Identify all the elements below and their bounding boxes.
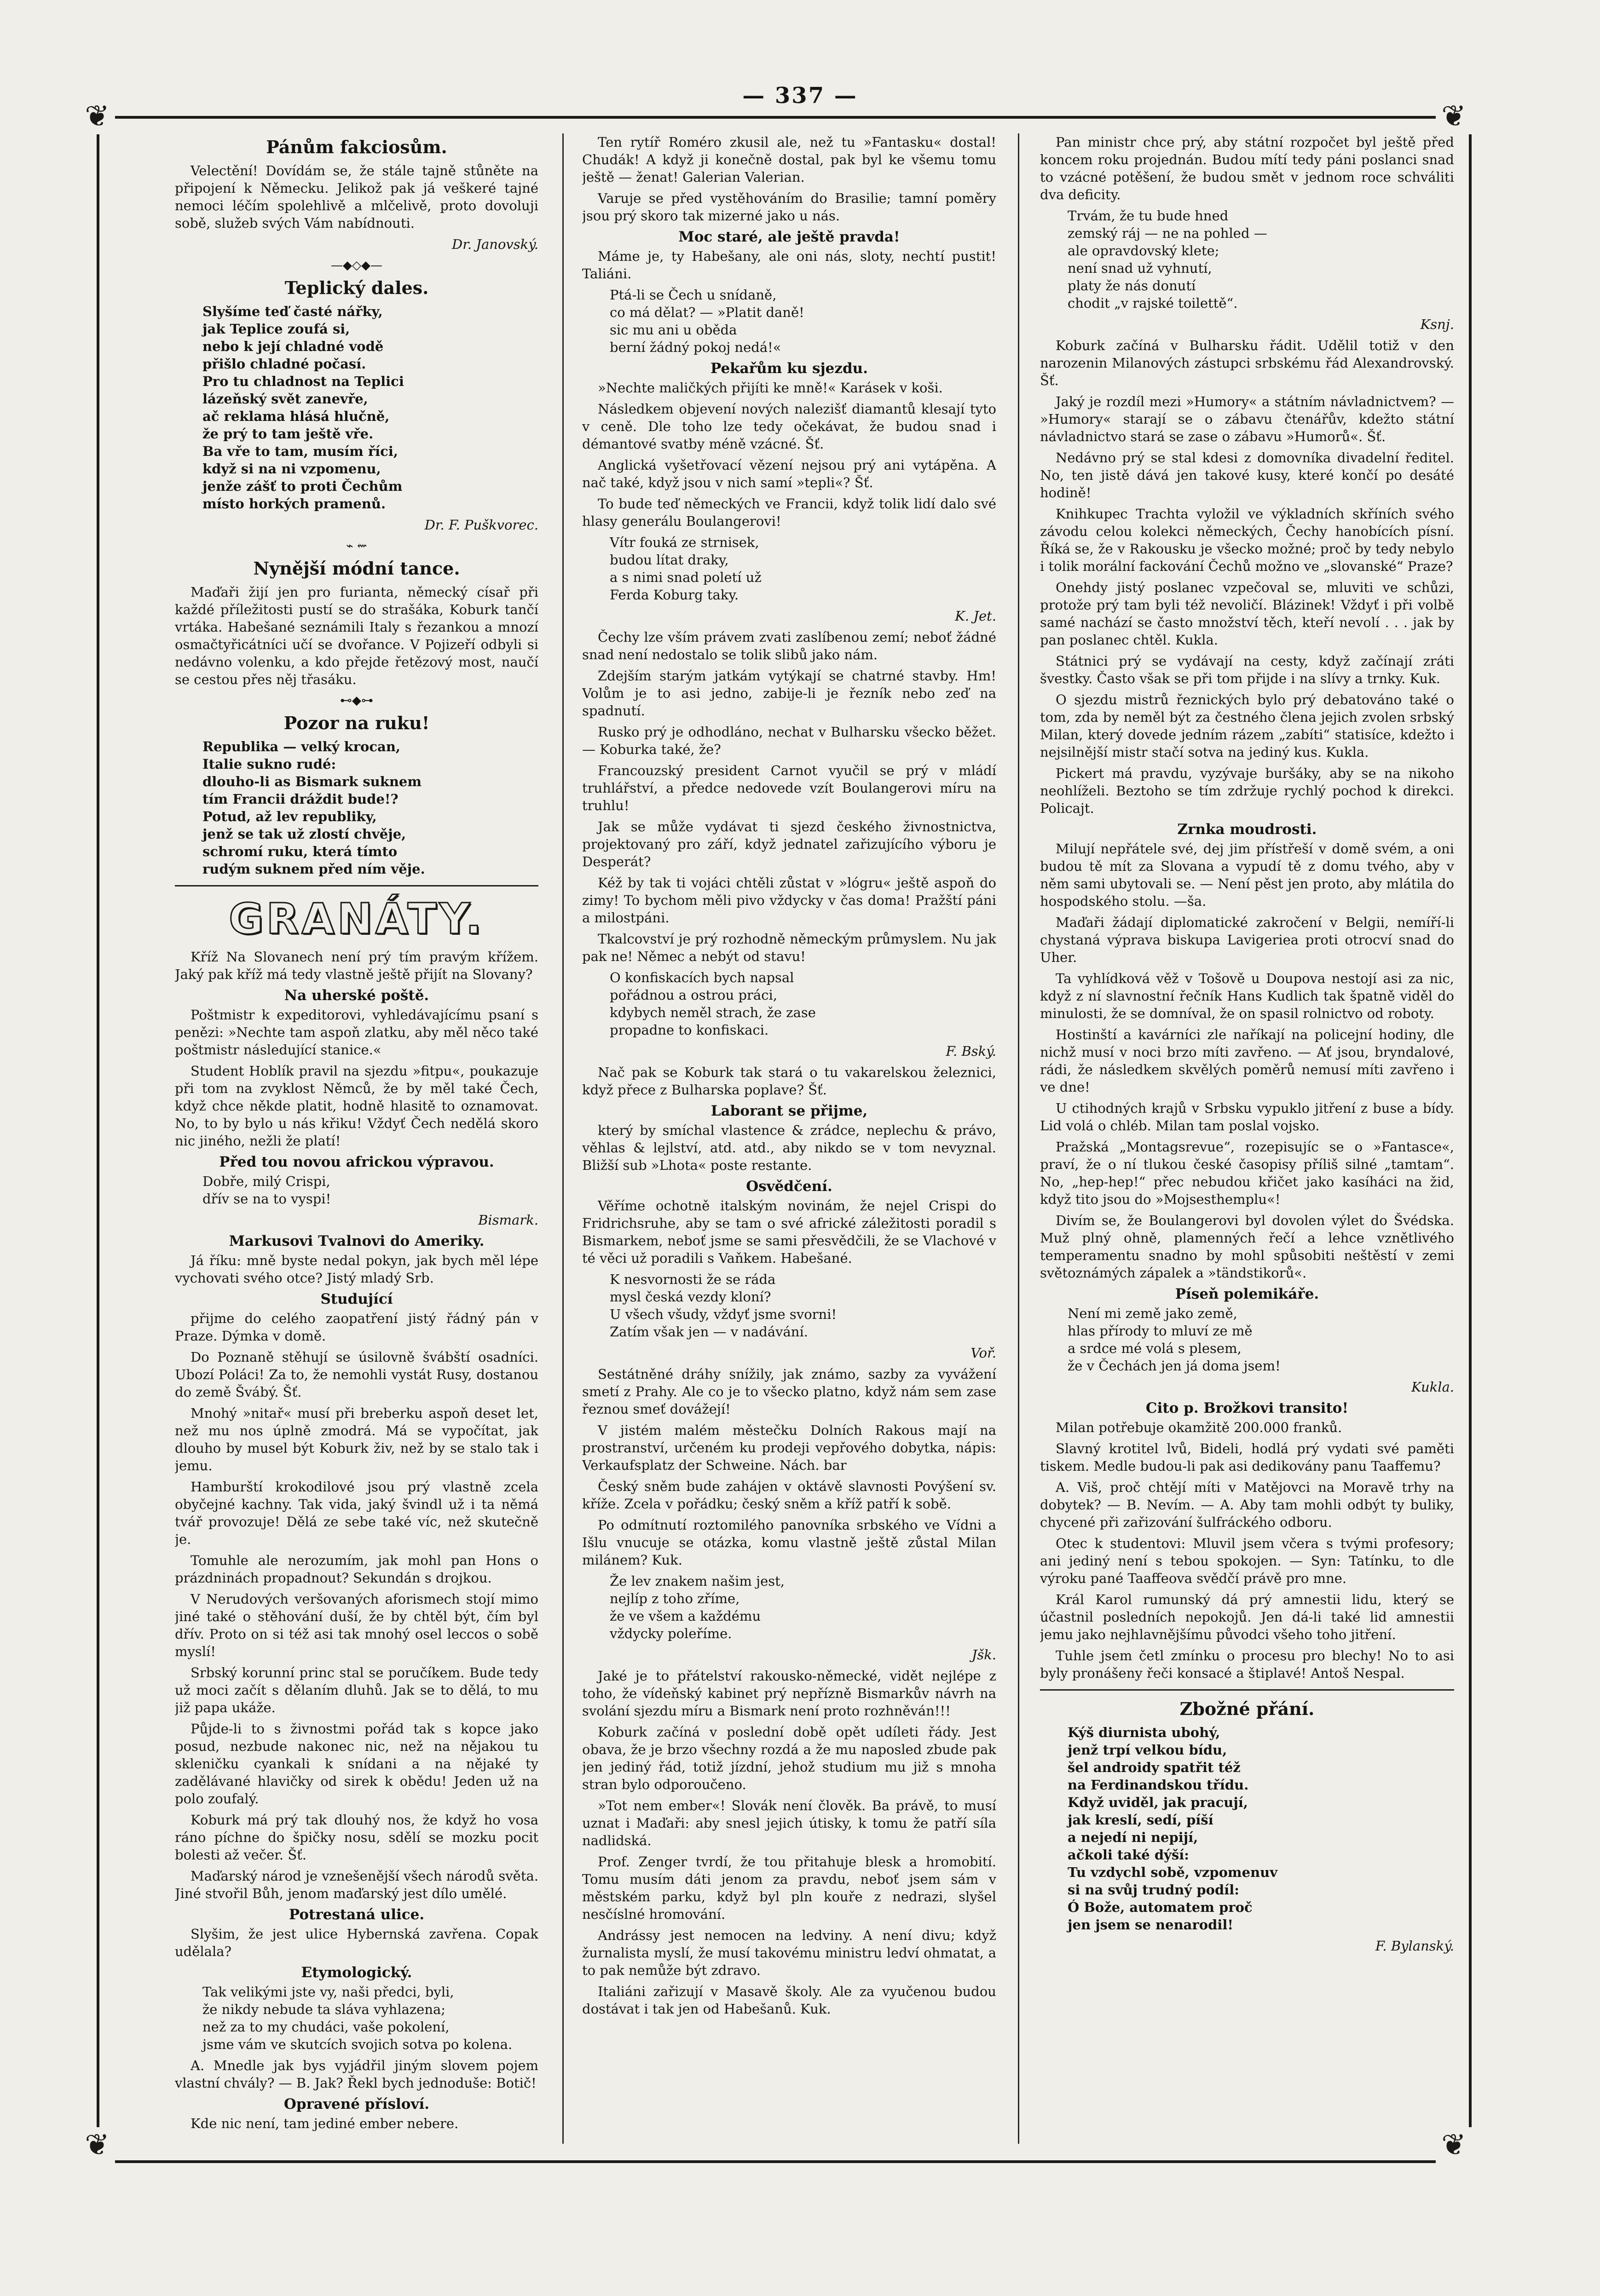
article-subheading: Pekařům ku sjezdu. [710,360,868,377]
article-paragraph: U ctihodných krajů v Srbsku vypuklo jitření z buse a bídy. Lid volá o chléb. Milan tam poslal vojsko. [1040,1100,1454,1134]
article-subheading: Osvědčení. [746,1178,832,1195]
article-paragraph: Já říku: mně byste nedal pokyn, jak bych měl lépe vychovati svého otce? Jistý mladý Srb. [175,1253,538,1286]
article-paragraph: Prof. Zenger tvrdí, že tou přitahuje blesk a hromobití. Tomu musím dáti jenom za pravdu, neboť jsem sám v městském parku, když byl pln kouře z nedrazi, slyšel nesčíslné hromování. [582,1854,996,1922]
article-paragraph: Státnici prý se vydávají na cesty, když začínají zráti švestky. Často však se při tom přijde i na slívy a trnky. Kuk. [1040,653,1454,686]
poem-verse: O konfiskacích bych napsal pořádnou a ostrou práci, kdybych neměl strach, že zase propadne to konfiskaci. [610,970,816,1038]
article-subheading: Před tou novou africkou výpravou. [219,1154,494,1170]
article-paragraph: Srbský korunní princ stal se poručíkem. Bude tedy už moci začít s dělaním dluhů. Jak se to dělá, to mu již papa ukáže. [175,1665,538,1715]
article-paragraph: Slavný krotitel lvů, Bideli, hodlá prý vydati své paměti tiskem. Medle budou-li pak asi dedikovány panu Taaffemu? [1040,1441,1454,1474]
article-paragraph: Pražská „Montagsrevue“, rozepisujíc se o »Fantasce«, praví, že o ní tlukou české časopisy příliš silné „tamtam“. No, „hep-hep!“ přec nebudou křičet jako kasíháci na žid, když tito jsou do »Mojsesthemplu«! [1040,1139,1454,1207]
article-paragraph: Věříme ochotně italským novinám, že nejel Crispi do Fridrichsruhe, aby se tam o své africké záležitosti poradil s Bismarkem, neboť jsme se sami přesvědčili, že se Vlachové v té věci už poradili s Vaňkem. Habešané. [582,1198,996,1266]
article-paragraph: Anglická vyšetřovací vězení nejsou prý ani vytápěna. A nač také, když jsou v nich samí »tepli«? Šť. [582,457,996,490]
article-paragraph: Andrássy jest nemocen na ledviny. A není divu; když žurnalista myslí, že musí takovému ministru ledví ohmatat, a to pak nemůže být zdravo. [582,1928,996,1978]
author-signature: F. Bský. [946,1043,996,1059]
article-paragraph: Koburk má prý tak dlouhý nos, že když ho vosa ráno píchne do špičky nosu, sdělí se mozku pocit bolesti až večer. Šť. [175,1812,538,1863]
article-paragraph: přijme do celého zaopatření jistý řádný pán v Praze. Dýmka v domě. [175,1311,538,1344]
article-paragraph: Mnohý »nitař« musí při breberku aspoň deset let, než mu nos úplně zmodrá. Má se vypočítat, jak dlouho by musel být Koburk živ, než by se stalo tak i jemu. [175,1405,538,1473]
article-paragraph: Onehdy jistý poslanec vzpečoval se, mluviti ve schůzi, protože prý tam byli též nevoličí. Blázinek! Vždyť i při volbě samé nachází se často množství těch, kteří nevolí . . . jak by pan poslanec chtěl. Kukla. [1040,580,1454,648]
article-paragraph: Jak se může vydávat ti sjezd českého živnostnictva, projektovaný pro září, když jednatel zařizujícího výboru je Desperát? [582,819,996,869]
section-rule [175,885,538,886]
article-paragraph: Varuje se před vystěhováním do Brasilie; tamní poměry jsou prý skoro tak mizerné jako u nás. [582,190,996,224]
article-paragraph: Ten rytíř Roméro zkusil ale, než tu »Fantasku« dostal! Chudák! A když ji konečně dostal, pak byl ke všemu tomu ještě — ženat! Galerian Valerian. [582,134,996,185]
poem-verse: Republika — velký krocan, Italie sukno rudé: dlouho-li as Bismark suknem tím Francii dráždit bude!? Potud, až lev republiky, jenž se tak už zlostí chvěje, schromí ruku, která tímto rudým suknem před ním věje. [202,739,425,877]
article-subheading: Opravené přísloví. [283,2096,430,2112]
article-paragraph: Student Hoblík pravil na sjezdu »fitpu«, poukazuje při tom na zvyklost Němců, že by měl také Čech, když chce někde platit, hodně hlasitě to oznamovat. No, to by bylo u nás křiku! Vždyť Čech nedělá skoro nic jiného, nežli že platí! [175,1063,538,1149]
corner-ornament-icon: ❦ [79,98,115,134]
article-paragraph: Tkalcovství je prý rozhodně německým průmyslem. Nu jak pak ne! Němec a nebýt od stavu! [582,931,996,964]
author-signature: Dr. F. Puškvorec. [424,517,538,533]
article-paragraph: Poštmistr k expeditorovi, vyhledávajícímu psaní s penězi: »Nechte tam aspoň zlatku, aby měl něco také poštmistr následující stanice.« [175,1007,538,1058]
article-paragraph: Hamburští krokodilové jsou prý vlastně zcela obyčejné kachny. Tak vida, jaký švindl už i ta němá tvář provozuje! Dělá ze sebe také víc, než skutečně je. [175,1479,538,1547]
article-paragraph: Čechy lze vším právem zvati zaslíbenou zemí; neboť žádné snad není nedostalo se tolik slibů jako nám. [582,629,996,662]
poem-verse: Tak velikými jste vy, naši předci, byli, že nikdy nebude ta sláva vyhlazena; než za to my chudáci, vaše pokolení, jsme vám ve skutcích svojich sotva po kolena. [202,1984,513,2052]
poem-verse: Dobře, milý Crispi, dřív se na to vyspi! [202,1174,331,1207]
article-paragraph: Divím se, že Boulangerovi byl dovolen výlet do Švédska. Muž plný ohně, plamenných řečí a lehce vznětlivého temperamentu snadno by mohl spůsobiti neštěstí v zemi světoznámých zápalek a »tändstikorů«. [1040,1213,1454,1281]
article-paragraph: »Tot nem ember«! Slovák není člověk. Ba právě, to musí uznat i Maďaři: aby snesl jejich útisky, k tomu že patří síla nadlidská. [582,1798,996,1848]
column-left [175,133,538,2148]
article-paragraph: Do Poznaně stěhují se úsilovně švábští osadníci. Ubozí Poláci! Za to, že nemohli vystát Rusy, dostanou do země Švábý. Šť. [175,1349,538,1400]
article-subheading: Píseň polemikáře. [1175,1286,1319,1302]
article-subheading: Cito p. Brožkovi transito! [1145,1400,1349,1416]
author-signature: Jšk. [971,1647,996,1663]
ornamental-divider-icon: —◆◇◆— [331,259,382,272]
corner-ornament-icon: ❦ [1436,2127,1472,2163]
author-signature: Kukla. [1411,1379,1454,1395]
article-paragraph: Milují nepřátele své, dej jim přístřeší v domě svém, a oni budou tě mít za Slovana a vypudí tě z domu tvého, aby v něm sami ubytovali se. — Není pěst jen proto, aby mlátila do hospodského stolu. —ša. [1040,841,1454,909]
article-paragraph: Velectění! Dovídám se, že stále tajně stůněte na připojení k Německu. Jelikož pak já veškeré tajné nemoci léčím spolehlivě a mlčelivě, proto dovoluji sobě, služeb svých Vám nabídnouti. [175,163,538,231]
article-subheading: Potrestaná ulice. [289,1906,425,1923]
article-paragraph: Český sněm bude zahájen v oktávě slavnosti Povýšení sv. kříže. Zcela v pořádku; český sněm a kříž patří k sobě. [582,1479,996,1512]
article-paragraph: Nedávno prý se stal kdesi z domovníka divadelní ředitel. No, ten jistě dává jen takové kusy, které končí po desáté hodině! [1040,450,1454,501]
article-paragraph: O sjezdu mistrů řeznických bylo prý debatováno také o tom, zda by neměl být za čestného člena jejich zvolen srbský Milan, který dovede jedním rázem „zabíti“ statisíce, kdežto i nejsilnější mistr stačí sotva na jediný kus. Kukla. [1040,692,1454,760]
poem-verse: Že lev znakem našim jest, nejlíp z toho zříme, že ve všem a každému vždycky poleříme. [610,1573,785,1641]
article-heading: Pánům fakciosům. [266,137,447,157]
article-subheading: Laborant se přijme, [710,1103,868,1119]
column-divider [1018,133,1019,2144]
article-subheading: Markusovi Tvalnovi do Ameriky. [229,1233,485,1249]
page-number: — 337 — [742,83,858,109]
column-middle [582,133,996,2148]
article-paragraph: Po odmítnutí roztomilého panovníka srbského ve Vídni a Išlu vnucuje se otázka, komu vlastně ještě zůstal Milan milánem? Kuk. [582,1517,996,1568]
article-paragraph: Pickert má pravdu, vyzývaje buršáky, aby se na nikoho neohlíželi. Beztoho se tím zdržuje rychlý pochod k direkci. Policajt. [1040,765,1454,816]
article-heading: Pozor na ruku! [283,713,430,733]
article-paragraph: Maďarský národ je vznešenější všech národů světa. Jiné stvořil Bůh, jenom maďarský jest dílo umělé. [175,1868,538,1901]
author-signature: Dr. Janovský. [451,236,538,252]
poem-verse: Trvám, že tu bude hned zemský ráj — ne na pohled — ale opravdovský klete; není snad už vyhnutí, platy že nás donutí chodit „v rajské toilettě“. [1068,208,1267,311]
poem-verse: Není mi země jako země, hlas přírody to mluví ze mě a srdce mé volá s plesem, že v Čechách jen já doma jsem! [1068,1306,1281,1374]
article-paragraph: Pan ministr chce prý, aby státní rozpočet byl ještě před koncem roku projednán. Budou mítí tedy páni poslanci snad to vzácné potěšení, že budou smět v jednom roce schváliti dva deficity. [1040,134,1454,202]
article-paragraph: Koburk začíná v poslední době opět udíleti řády. Jest obava, že je brzo všechny rozdá a že mu naposled zbude pak jen jediný řád, totiž jízdní, jehož studium mu již s mnoha stran bylo odporoučeno. [582,1724,996,1792]
article-paragraph: Tomuhle ale nerozumím, jak mohl pan Hons o prázdninách propadnout? Sekundán s drojkou. [175,1553,538,1586]
article-paragraph: To bude teď německých ve Francii, když tolik lidí dalo své hlasy generálu Boulangerovi! [582,496,996,529]
column-divider [562,133,564,2144]
article-paragraph: Francouzský president Carnot vyučil se prý v mládí truhlářství, a předce nedovede vzít Boulangerovi míru na truhlu! [582,763,996,813]
article-paragraph: Kéž by tak ti vojáci chtěli zůstat v »lógru« ještě aspoň do zimy! To bychom měli pivo vždycky v čas doma! Pražští páni a milostpáni. [582,875,996,926]
article-paragraph: Italiáni zařizují v Masavě školy. Ale za vyučenou budou dostávat i tak jen od Habešanů. Kuk. [582,1984,996,2017]
article-paragraph: Ta vyhlídková věž v Tošově u Doupova nestojí asi za nic, když z ní slavnostní řečník Hans Kudlich tak špatně viděl do minulosti, že se domníval, že on spasil rolnictvo od roboty. [1040,971,1454,1021]
corner-ornament-icon: ❦ [79,2127,115,2163]
article-paragraph: Knihkupec Trachta vyložil ve výkladních skříních svého závodu celou kolekci německých, Čechy hanobících písní. Říká se, že v Rakousku je všecko možné; proč by tedy nebylo i tolik morální fackování Čechů možno ve „slovanské“ Praze? [1040,506,1454,574]
ornamental-divider-icon: ⊷◆⊶ [340,694,373,708]
author-signature: Voř. [970,1345,996,1361]
article-paragraph: V jistém malém městečku Dolních Rakous mají na prostranství, určeném ku prodeji vepřového dobytka, nápis: Verkaufsplatz der Schweine. Nách. bar [582,1422,996,1473]
article-paragraph: Tuhle jsem četl zmínku o procesu pro blechy! No to asi byly pronášeny řeči konsacé a štiplavé! Antoš Nespal. [1040,1648,1454,1681]
author-signature: Bismark. [478,1212,538,1228]
article-paragraph: A. Mnedle jak bys vyjádřil jiným slovem pojem vlastní chvály? — B. Jak? Řekl bych jednoduše: Botič! [175,2058,538,2091]
article-paragraph: Maďaři žádají diplomatické zakročení v Belgii, nemíří-li chystaná výprava biskupa Lavigeriea proti otrocví snad do Uher. [1040,915,1454,965]
article-subheading: Studující [320,1291,393,1307]
poem-verse: Ptá-li se Čech u snídaně, co má dělat? — »Platit daně! sic mu ani u oběda berní žádný pokoj nedá!« [610,287,804,355]
author-signature: Ksnj. [1420,316,1454,332]
article-subheading: Moc staré, ale ještě pravda! [678,229,900,245]
author-signature: K. Jet. [955,608,996,624]
corner-ornament-icon: ❦ [1436,98,1472,134]
ornamental-divider-icon: ⌁ ⇜ [346,539,367,553]
article-paragraph: Milan potřebuje okamžitě 200.000 franků. [1056,1420,1342,1435]
article-paragraph: Jaké je to přátelství rakousko-německé, vidět nejlépe z toho, že vídeňský kabinet prý nepřízně Bismarkův návrh na svolání sjezdu míru a Bismark není proto rozhněván!!! [582,1668,996,1719]
article-heading: Nynější módní tance. [253,558,460,579]
article-paragraph: Jaký je rozdíl mezi »Humory« a státním návladnictvem? — »Humory« starají se o zábavu čtenářův, kdežto státní návladnictvo stará se zase o zábavu »Humorů«. Šť. [1040,394,1454,444]
column-right [1040,133,1454,2148]
article-paragraph: Hostinští a kavárníci zle naříkají na policejní hodiny, dle nichž musí v noci brzo míti zavřeno. — Ať jsou, bryndalové, rádi, že následkem skvělých poměrů nemusí míti zavřeno i ve dne! [1040,1027,1454,1095]
poem-verse: Kýš diurnista ubohý, jenž trpí velkou bídu, šel androidy spatřit též na Ferdinandskou třídu. Když uviděl, jak pracují, jak kreslí, sedí, píší a nejedí ni nepijí, ačkoli také dýší: Tu vzdychl sobě, vzpomenuv si na svůj trudný podíl: Ó Bože, automatem proč jen jsem se nenarodil! [1068,1725,1278,1933]
author-signature: F. Bylanský. [1375,1938,1454,1954]
article-paragraph: Půjde-li to s živnostmi pořád tak s kopce jako posud, nezbude nakonec nic, než na nějakou tu skleničku cyankali k snídani a na nějaké ty zadělávané hlavičky od sirek k obědu! Jeden už na polo zoufalý. [175,1721,538,1807]
article-subheading: Etymologický. [301,1964,412,1981]
article-paragraph: Sestátněné dráhy snížily, jak známo, sazby za vyvážení smetí z Prahy. Ale co je to všecko platno, když nám sem zase řeznou smeť dovážejí! [582,1366,996,1417]
article-heading: Zbožné přání. [1179,1698,1315,1719]
article-paragraph: Máme je, ty Habešany, ale oni nás, sloty, nechtí pustit! Taliáni. [582,248,996,282]
article-paragraph: »Nechte maličkých přijíti ke mně!« Karásek v koši. [598,380,943,396]
section-rule [1040,1689,1454,1691]
article-paragraph: Koburk začíná v Bulharsku řádit. Udělil totiž v den narozenin Milanových zástupci srbskému řád Alexandrovský. Šť. [1040,338,1454,388]
article-paragraph: V Nerudových veršovaných aforismech stojí mimo jiné také o stěhování duší, že by chtěl být, čím byl dřív. Proto on si též asi tak mnohý osel leccos o sobě myslí! [175,1591,538,1659]
article-paragraph: Kde nic není, tam jediné ember nebere. [191,2116,459,2131]
article-paragraph: Maďaři žijí jen pro furianta, německý císař při každé příležitosti pustí se do strašáka, Koburk tančí vrtáka. Habešané seznámili Italy s řezankou a mnozí osmačtyřicátníci učí se dvořance. V Pojizeří odbyli si nedávno volenku, a kdo přejde řetězový most, naučí se cestou přes něj třasáku. [175,584,538,687]
article-paragraph: Slyšim, že jest ulice Hybernská zavřena. Copak udělala? [175,1926,538,1959]
article-paragraph: Rusko prý je odhodláno, nechat v Bulharsku všecko běžet. — Koburka také, že? [582,724,996,757]
article-paragraph: Král Karol rumunský dá prý amnestii lidu, který se účastnil posledních nepokojů. Jen dá-li také lid amnestii jemu jako nejhlavnějšímu původci všeho toho jitření. [1040,1592,1454,1642]
article-paragraph: který by smíchal vlastence & zrádce, neplechu & právo, věhlas & lejlství, atd. atd., aby nikdo se v tom nevyznal. Bližší sub »Lhota« poste restante. [582,1122,996,1173]
article-paragraph: Otec k studentovi: Mluvil jsem včera s tvými profesory; ani jediný není s tebou spokojen. — Syn: Tatínku, to dle výroku pané Taaffeova svědčí právě pro mne. [1040,1536,1454,1586]
poem-verse: Slyšíme teď časté nářky, jak Teplice zoufá si, nebo k její chladné vodě přišlo chladné počasí. Pro tu chladnost na Teplici lázeňský svět zanevře, ač reklama hlásá hlučně, že prý to tam ještě vře. Ba vře to tam, musím říci, když si na ni vzpomenu, jenže zášť to proti Čechům místo horkých pramenů. [202,304,404,512]
article-paragraph: A. Viš, proč chtějí míti v Matějovci na Moravě trhy na dobytek? — B. Nevím. — A. Aby tam mohli odbýt ty buliky, chycené při zařizování šulfráckého odboru. [1040,1479,1454,1530]
article-paragraph: Zdejším starým jatkám vytýkají se chatrné stavby. Hm! Volům je to asi jedno, zabije-li je řezník nebo zeď na spadnutí. [582,668,996,719]
section-title: GRANÁTY. [229,894,485,944]
poem-verse: Vítr fouká ze strnisek, budou lítat draky, a s nimi snad poletí už Ferda Koburg taky. [610,535,762,603]
article-heading: Teplický dales. [284,277,429,298]
article-paragraph: Nač pak se Koburk tak stará o tu vakarelskou železnici, když přece z Bulharska poplave? Šť. [582,1065,996,1098]
article-subheading: Zrnka moudrosti. [1177,821,1317,838]
article-paragraph: Následkem objevení nových nalezišť diamantů klesají tyto v ceně. Dle toho lze tedy očekávat, že budou snad i démantové svatby méně vzácné. Šť. [582,401,996,452]
poem-verse: K nesvornosti že se ráda mysl česká vezdy kloní? U všech všudy, vždyť jsme svorni! Zatím však jen — v nadávání. [610,1272,837,1340]
article-paragraph: Kříž Na Slovanech není prý tím pravým křížem. Jaký pak kříž má tedy vlastně ještě přijít na Slovany? [175,949,538,982]
article-subheading: Na uherské poště. [284,987,429,1004]
